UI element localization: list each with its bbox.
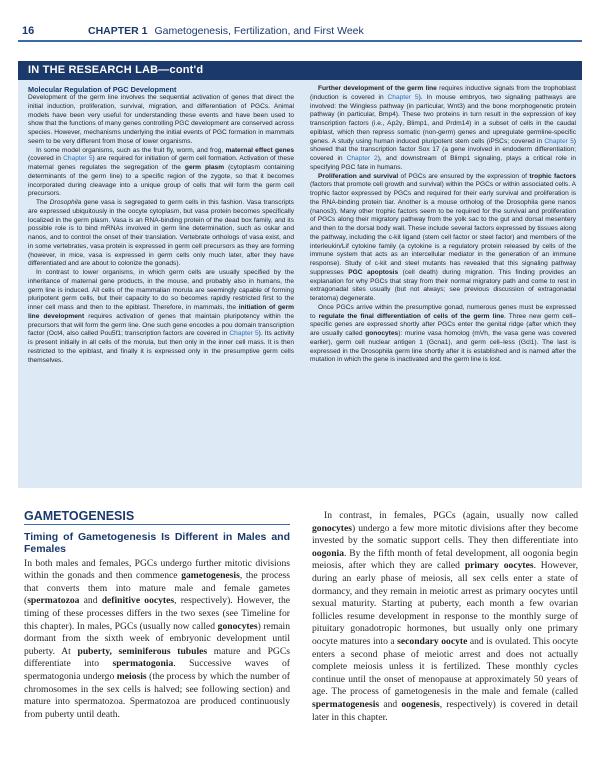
- chapter-link[interactable]: Chapter 5: [63, 155, 93, 163]
- section-rule: [24, 524, 290, 525]
- chapter-link[interactable]: Chapter 5: [229, 330, 259, 338]
- main-right-column: [312, 510, 578, 724]
- research-lab-box: [18, 61, 582, 488]
- body-paragraph: In both males and females, PGCs undergo further mitotic divisions within the gonads and then commence gametogenesis, the process that converts them into mature male and female gametes (spermatozoa and definitive oocytes, respectively). However, the timing of these processes differs in the two sexes (see Timeline for this chapter). In males, PGCs (usually now called gonocytes) remain dormant from the sixth week of embryonic development until puberty. At puberty, seminiferous tubules mature and PGCs differentiate into spermatogonia. Successive waves of spermatogonia undergo meiosis (the process by which the number of chromosomes in the sex cells is halved; see following section) and mature into spermatozoa. Spermatozoa are produced continuously from puberty until death.: [24, 557, 290, 720]
- lab-paragraph: Development of the germ line involves the sequential activation of genes that direct the initial induction, proliferation, survival, migration, and differentiation of PGCs. Animal models have been very useful for understanding these events and have been used to show that the functions of many genes controlling PGC development are conserved across species. However, mechanisms underlying the initial events of PGC formation in mammals seem to be very different from those of lower organisms.: [28, 94, 294, 145]
- running-head: [88, 25, 364, 37]
- header-rule: [18, 40, 582, 42]
- lab-heading: Molecular Regulation of PGC Development: [28, 85, 177, 94]
- body-paragraph: In contrast, in females, PGCs (again, usually now called gonocytes) undergo a few more mitotic divisions after they become invested by the somatic support cells. They then differentiate into oogonia. By the fifth month of fetal development, all oogonia begin meiosis, after which they are called primary oocytes. However, during an early phase of meiosis, all sex cells enter a state of dormancy, and they remain in meiotic arrest as primary oocytes until sexual maturity. Starting at puberty, each month a few ovarian follicles resume development in response to the monthly surge of pituitary gonadotropic hormones, but usually only one primary oocyte matures into a secondary oocyte and is ovulated. This oocyte enters a second phase of meiotic arrest and does not actually complete meiosis unless it is fertilized. These monthly cycles continue until the onset of menopause at approximately 50 years of age. The process of gametogenesis in the male and female (called spermatogenesis and oogenesis, respectively) is covered in detail later in this chapter.: [312, 510, 579, 723]
- main-left-column: [24, 510, 290, 721]
- section-title: GAMETOGENESIS: [24, 509, 135, 523]
- chapter-label: CHAPTER 1: [88, 25, 148, 37]
- page-number: 16: [22, 25, 35, 37]
- research-lab-left-column: [28, 85, 294, 365]
- lab-paragraph: In some model organisms, such as the fruit fly, worm, and frog, maternal effect genes (covered in Chapter 5) are required for initiation of germ cell formation. Activation of these maternal genes regulates the segregation of the germ plasm (cytoplasm containing determinants of the germ line) to a specific region of the zygote, so that it becomes incorporated during cleavage into a unique group of cells that will form the germ cell precursors.: [28, 146, 294, 198]
- research-lab-title: IN THE RESEARCH LAB—cont'd: [18, 61, 582, 80]
- lab-paragraph: Once PGCs arrive within the presumptive gonad, numerous genes must be expressed to regulate the final differentiation of cells of the germ line. Three new germ cell–specific genes are expressed shortly after PGCs enter the genital ridge (after which they are usually called gonocytes): murine vasa homolog (mVh, the vasa gene was covered earlier), germ cell nuclear antigen 1 (Gcna1), and germ cell–less (Gcl1). The last is expressed in the Drosophila germ line shortly after it is established and is named after the mutation in which the gene is inactivated and the germ line is lost.: [310, 303, 576, 364]
- subsection-title: Timing of Gametogenesis Is Different in Males and Females: [24, 530, 290, 556]
- lab-paragraph: In contrast to lower organisms, in which germ cells are usually specified by the inheritance of maternal gene products, in the mouse, and probably also in humans, the germ line is induced. All cells of the mammalian morula are seemingly capable of forming pluripotent germ cells, but their capacity to do so becomes rapidly restricted first to the inner cell mass and then to the epiblast. Therefore, in mammals, the initiation of germ line development requires activation of genes that maintain pluripotency within the precursors that will form the germ line. One such gene encodes a pou domain transcription factor (Oct4, also called Pou5f1; transcription factors are covered in Chapter 5). Its activity is present initially in all cells of the morula, but then only in the inner cell mass. It is then restricted to the epiblast, and finally it is expressed only in the presumptive germ cells themselves.: [28, 269, 294, 364]
- lab-paragraph: Proliferation and survival of PGCs are ensured by the expression of trophic factors (factors that promote cell growth and survival) within the PGCs or within associated cells. A trophic factor expressed by PGCs and required for their early survival and proliferation is the RNA-binding protein tiar. Another is a mouse ortholog of the Drosophila gene nanos (nanos3). Many other trophic factors seem to be required for the survival and proliferation of PGCs along their migratory pathway from the yolk sac to the gut and dorsal mesentery and then to the dorsal body wall. These include several factors expressed by tissues along the pathway, including the c-kit ligand (stem cell factor or steel factor) and members of the interleukin/Lif cytokine family (a cytokine is a regulatory protein released by cells of the immune system that acts as an intercellular mediator in the generation of an immune response). Study of c-kit and steel mutants has revealed that this signaling pathway suppresses PGC apoptosis (cell death) during migration. This finding provides an explanation for why PGCs that stray from their normal migratory path and come to rest in extragonadal sites usually (but not always; see previous discussion of extragonadal teratoma) degenerate.: [310, 172, 576, 302]
- lab-paragraph: The Drosophila gene vasa is segregated to germ cells in this fashion. Vasa transcripts are expressed ubiquitously in the oocyte cytoplasm, but vasa protein becomes specifically localized in the germ plasm. Vasa is an RNA-binding protein of the dead box family, and its possible role is to bind mRNAs involved in germ line determination, such as oskar and nanos, and to control the onset of their translation. Vertebrate orthologs of vasa exist, and in some vertebrates, vasa protein is expressed in germ cell precursors as they are forming (however, in mice, vasa is expressed in germ cells only much later, after they have differentiated and are about to colonize the gonads).: [28, 199, 294, 268]
- page-header: [0, 0, 600, 44]
- chapter-link[interactable]: Chapter 5: [544, 137, 574, 145]
- chapter-title: Gametogenesis, Fertilization, and First Week: [154, 25, 364, 37]
- chapter-link[interactable]: Chapter 5: [387, 93, 419, 101]
- research-lab-right-column: [310, 85, 576, 365]
- chapter-link[interactable]: Chapter 2: [346, 155, 378, 162]
- lab-paragraph: Further development of the germ line requires inductive signals from the trophoblast (induction is covered in Chapter 5). In mouse embryos, two signaling pathways are involved: the Wingless pathway (in particular, Wnt3) and the bone morphogenetic protein pathway (in particular, Bmp4). These two proteins in turn result in the expression of key transcription factors (i.e., Ap2γ, Blimp1, and Prdm14) in a subset of cells in the caudal epiblast, which then repress somatic (non-germ) genes and upregulate germline-specific genes. A study using human induced pluripotent stem cells (iPSCs; covered in Chapter 5) showed that the transcription factor Sox 17 (a gene involved in endoderm differentiation; covered in Chapter 2), and downstream of Blimp1 signaling, plays a critical role in specifying PGC fate in humans.: [310, 85, 576, 171]
